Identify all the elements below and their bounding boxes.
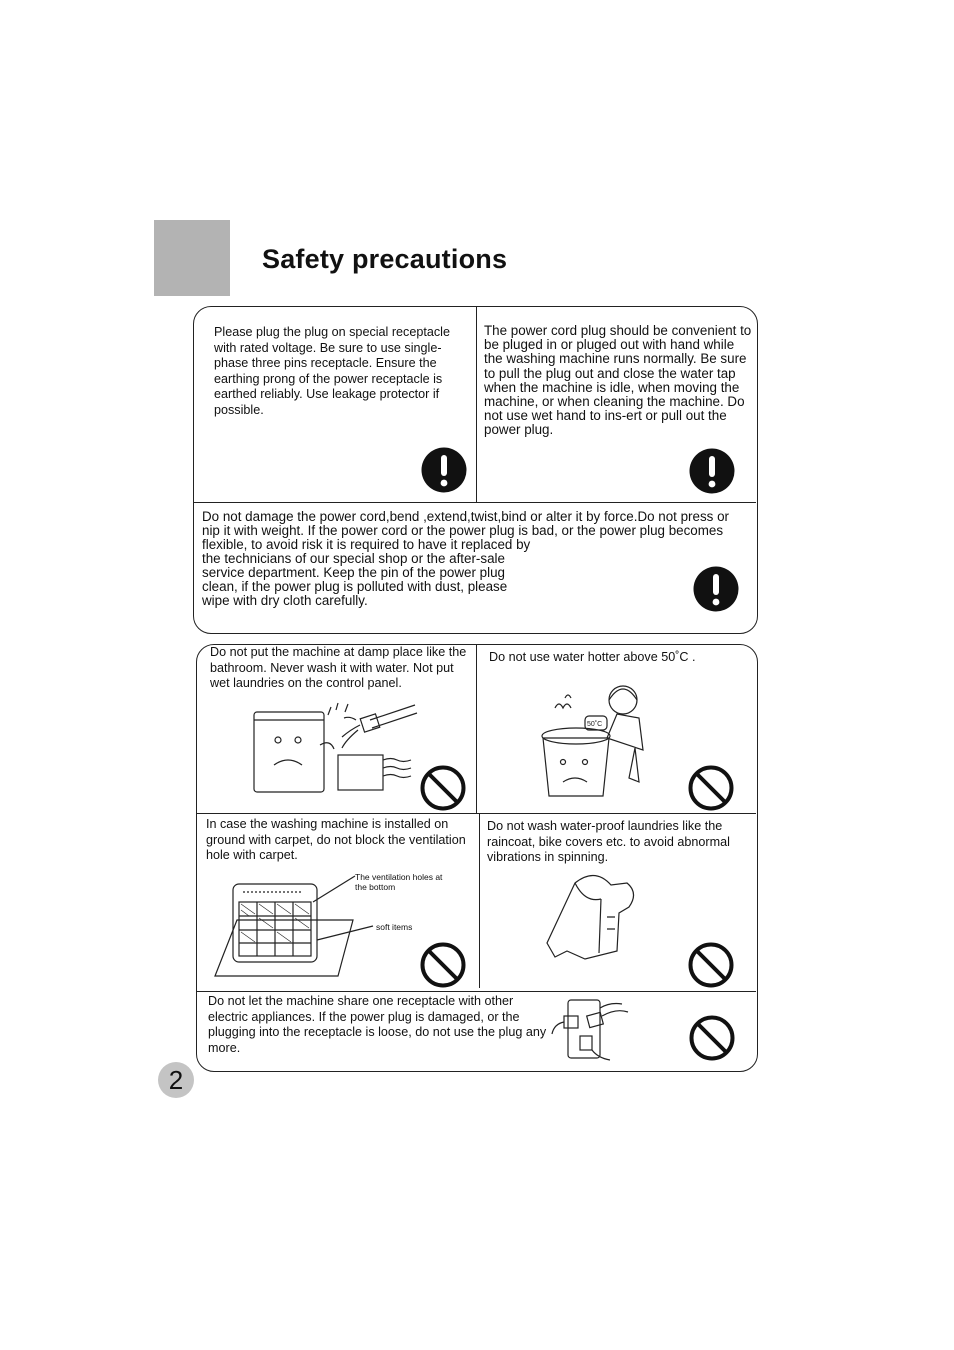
prohibited-icon bbox=[689, 1015, 735, 1061]
temperature-badge: 50˚C bbox=[587, 721, 603, 728]
warning-exclamation-icon bbox=[689, 448, 735, 494]
waterproof-laundry-note: Do not wash water-proof laundries like the raincoat, bike covers etc. to avoid abnormal vibrations in spinning. bbox=[487, 819, 730, 864]
prohibited-icon bbox=[688, 942, 734, 988]
page-number-badge: 2 bbox=[158, 1062, 194, 1098]
rated-voltage-note: Please plug the plug on special receptacle with rated voltage. Be sure to use single-phase three pins receptacle. Ensure the earthing prong of the power receptacle is earthed reliably. Use leakage protector if possible. bbox=[214, 325, 450, 417]
panel-divider bbox=[476, 307, 477, 502]
damp-place-note: Do not put the machine at damp place like the bathroom. Never wash it with water. Not put wet laundries on the control panel. bbox=[210, 645, 467, 690]
warning-exclamation-icon bbox=[421, 447, 467, 493]
page-title: Safety precautions bbox=[262, 244, 508, 274]
panel-divider bbox=[197, 991, 756, 992]
warning-exclamation-icon bbox=[693, 566, 739, 612]
prohibited-icon bbox=[688, 765, 734, 811]
water-temperature-note: Do not use water hotter above 50˚C . bbox=[489, 650, 696, 664]
machine-water-spray-illustration bbox=[250, 700, 420, 795]
shared-receptacle-note: Do not let the machine share one receptacle with other electric appliances. If the power plug is damaged, or the plugging into the receptacle is loose, do not use the plug any more. bbox=[208, 994, 547, 1055]
prohibited-icon bbox=[420, 942, 466, 988]
plug-access-note: The power cord plug should be convenient to be pluged in or pluged out with hand while the washing machine runs normally. Be sure to pull the plug out and close the water tap when the machine is idle, when moving the machine, or when cleaning the machine. Do not use wet hand to ins-ert or pull out the power plug. bbox=[484, 323, 752, 438]
raincoat-illustration bbox=[545, 873, 640, 963]
shared-receptacle-illustration bbox=[550, 994, 630, 1062]
carpet-ventilation-illustration bbox=[213, 880, 373, 980]
section-marker-block bbox=[154, 220, 230, 296]
soft-items-label: soft items bbox=[376, 922, 413, 932]
panel-divider bbox=[479, 814, 480, 988]
panel-divider bbox=[197, 813, 756, 814]
panel-divider bbox=[194, 502, 756, 503]
ventilation-holes-label: The ventilation holes at the bottom bbox=[355, 872, 443, 892]
carpet-ventilation-note: In case the washing machine is installed on ground with carpet, do not block the ventilation hole with carpet. bbox=[206, 817, 466, 862]
hot-water-illustration bbox=[535, 678, 650, 800]
panel-divider bbox=[476, 645, 477, 813]
prohibited-icon bbox=[420, 765, 466, 811]
